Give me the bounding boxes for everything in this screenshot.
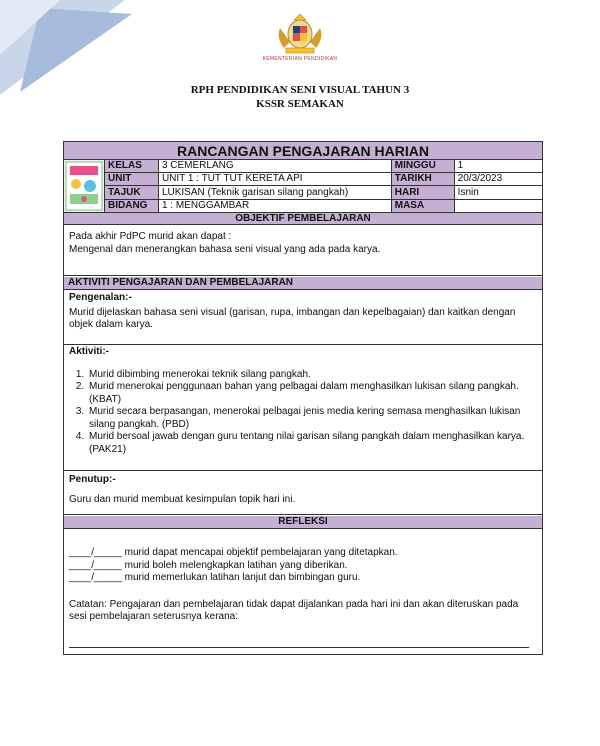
aktiviti-section: [64, 345, 542, 471]
aktiviti-heading: AKTIVITI PENGAJARAN DAN PEMBELAJARAN: [64, 277, 542, 290]
refleksi-line: ____/_____ murid boleh melengkapkan latihan yang diberikan.: [69, 559, 348, 571]
kelas-value: 3 CEMERLANG: [158, 160, 391, 173]
pengenalan-text: Murid dijelaskan bahasa seni visual (garisan, rupa, imbangan dan kepelbagaian) dan kaitkan dengan objek dalam karya.: [69, 306, 516, 330]
tajuk-label: TAJUK: [105, 186, 159, 199]
document-title: [0, 83, 600, 111]
refleksi-line: ____/_____ murid dapat mencapai objektif pembelajaran yang ditetapkan.: [69, 547, 398, 558]
penutup-section: [64, 471, 542, 515]
hari-label: HARI: [391, 186, 454, 199]
aktiviti-list: [69, 369, 537, 457]
hari-value: Isnin: [454, 186, 542, 199]
aktiviti-item: 2. Murid menerokai penggunaan bahan yang pelbagai dalam menghasilkan lukisan silang pangkah. (KBAT): [87, 381, 537, 406]
catatan-blank-line: [69, 647, 529, 648]
title-line-1: RPH PENDIDIKAN SENI VISUAL TAHUN 3: [190, 84, 410, 96]
penutup-label: Penutup:-: [69, 474, 116, 485]
ministry-name: KEMENTERIAN PENDIDIKAN: [262, 56, 338, 62]
refleksi-heading: REFLEKSI: [64, 516, 542, 529]
refleksi-section: [64, 530, 542, 654]
objektif-heading: OBJEKTIF PEMBELAJARAN: [64, 212, 542, 225]
ministry-crest-logo: [274, 12, 326, 56]
pengenalan-section: [64, 291, 542, 345]
bidang-label: BIDANG: [105, 199, 159, 212]
unit-value: UNIT 1 : TUT TUT KERETA API: [158, 173, 391, 186]
aktiviti-item: 3. Murid secara berpasangan, menerokai pelbagai jenis media kering semasa menghasilkan lukisan silang pangkah. (PBD): [87, 406, 537, 431]
lesson-info-table: [64, 160, 542, 213]
aktiviti-label: Aktiviti:-: [69, 346, 109, 357]
aktiviti-item: 4. Murid bersoal jawab dengan guru tentang nilai garisan silang pangkah dalam menghasilkan karya. (PAK21): [87, 431, 537, 456]
plan-title: RANCANGAN PENGAJARAN HARIAN: [64, 142, 542, 160]
objektif-line-2: Mengenal dan menerangkan bahasa seni visual yang ada pada karya.: [69, 243, 381, 255]
penutup-text: Guru dan murid membuat kesimpulan topik hari ini.: [69, 493, 296, 505]
minggu-label: MINGGU: [391, 160, 454, 173]
unit-label: UNIT: [105, 173, 159, 186]
masa-label: MASA: [391, 199, 454, 212]
minggu-value: 1: [454, 160, 542, 173]
masa-value: [454, 199, 542, 212]
objektif-line-1: Pada akhir PdPC murid akan dapat :: [69, 231, 232, 242]
tajuk-value: LUKISAN (Teknik garisan silang pangkah): [158, 186, 391, 199]
tarikh-label: TARIKH: [391, 173, 454, 186]
kelas-label: KELAS: [105, 160, 159, 173]
bidang-value: 1 : MENGGAMBAR: [158, 199, 391, 212]
title-line-2: KSSR SEMAKAN: [256, 98, 344, 110]
pengenalan-label: Pengenalan:-: [69, 292, 132, 303]
lesson-plan-table: [63, 141, 543, 655]
tarikh-value: 20/3/2023: [454, 173, 542, 186]
catatan-text: Catatan: Pengajaran dan pembelajaran tidak dapat dijalankan pada hari ini dan akan diteruskan pada sesi pembelajaran seterusnya kerana:: [69, 598, 519, 622]
aktiviti-item: 1. Murid dibimbing menerokai teknik silang pangkah.: [87, 369, 537, 382]
refleksi-line: ____/_____ murid memerlukan latihan lanjut dan bimbingan guru.: [69, 572, 361, 583]
textbook-cover-image: [64, 160, 105, 213]
objektif-section: [64, 226, 542, 276]
